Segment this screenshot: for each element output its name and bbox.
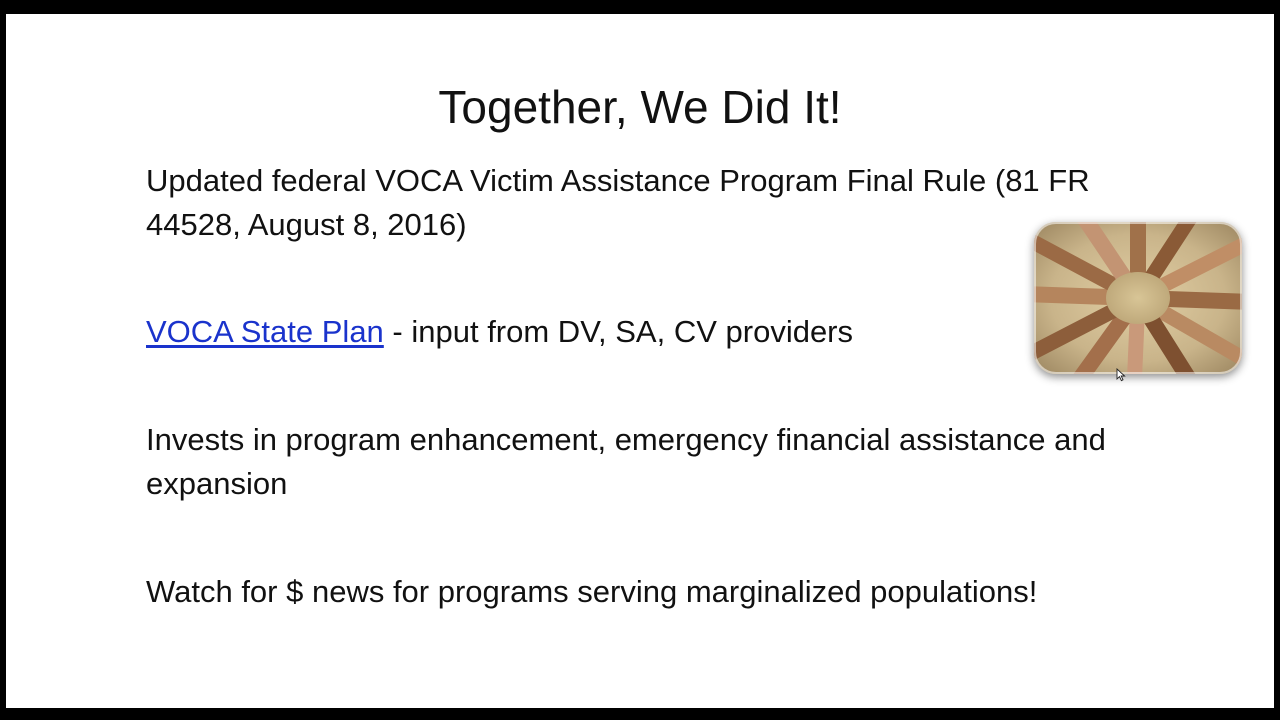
hands-circle-icon xyxy=(1034,222,1242,374)
mouse-cursor-icon xyxy=(1116,368,1126,387)
bullet-final-rule xyxy=(146,159,1166,247)
bullet-state-plan xyxy=(146,310,1006,354)
bullet-investments-text: Invests in program enhancement, emergency financial assistance and expansion xyxy=(146,422,1106,501)
hands-circle-photo xyxy=(1034,222,1242,374)
slide-title: Together, We Did It! xyxy=(438,81,842,133)
voca-state-plan-link[interactable]: VOCA State Plan xyxy=(146,314,384,349)
bullet-watch-news xyxy=(146,570,1166,614)
bullet-final-rule-text: Updated federal VOCA Victim Assistance Program Final Rule (81 FR 44528, August 8, 2016) xyxy=(146,163,1090,242)
slide-canvas xyxy=(6,14,1274,708)
bullet-state-plan-text: - input from DV, SA, CV providers xyxy=(383,314,854,349)
bullet-watch-news-text: Watch for $ news for programs serving marginalized populations! xyxy=(146,574,1038,609)
bullet-investments xyxy=(146,418,1156,506)
